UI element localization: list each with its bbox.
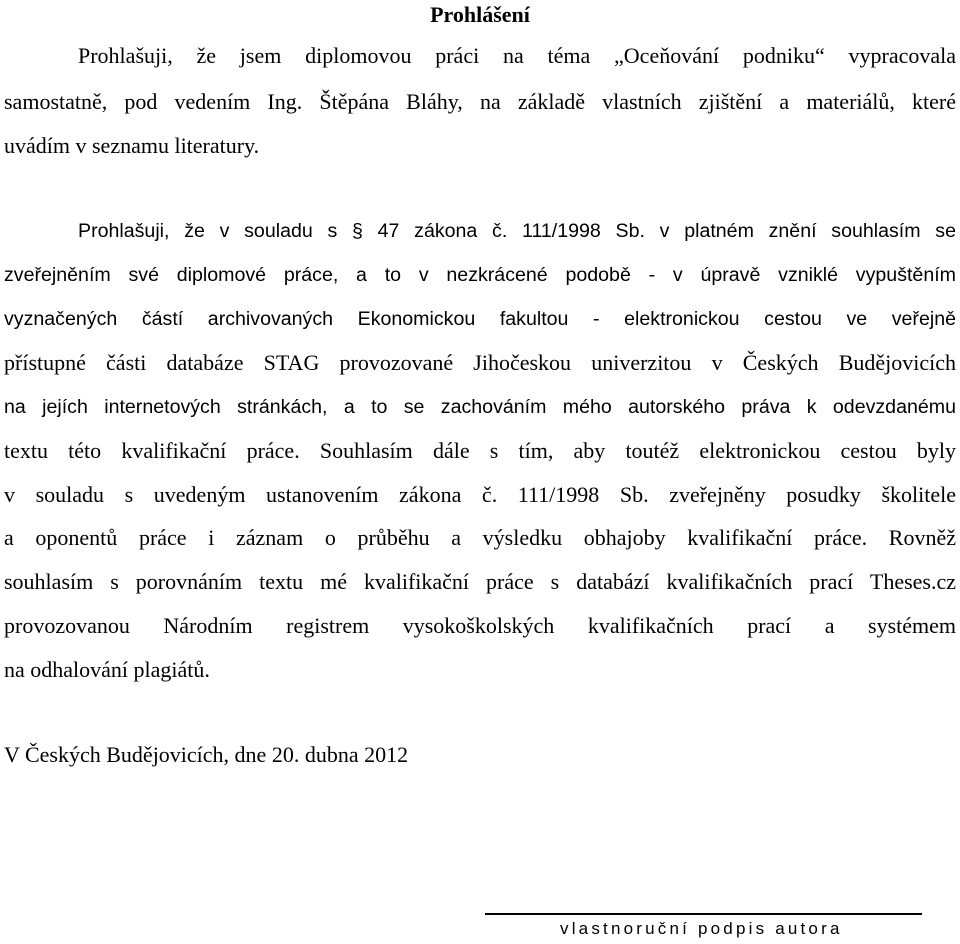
text-line: v souladu s uvedeným ustanovením zákona č. 111/1998 Sb. zveřejněny posudky školitele [4,482,956,507]
text-line: uvádím v seznamu literatury. [4,133,260,158]
signature-label: vlastnoruční podpis autora [560,919,843,938]
text-line: textu této kvalifikační práce. Souhlasím dále s tím, aby toutéž elektronickou cestou byly [4,438,956,463]
text-line: souhlasím s porovnáním textu mé kvalifikační práce s databází kvalifikačních prací Theses.cz [4,569,956,594]
text-line: a oponentů práce i záznam o průběhu a výsledku obhajoby kvalifikační práce. Rovněž [4,525,956,550]
text-line: přístupné části databáze STAG provozované Jihočeskou univerzitou v Českých Budějovicích [4,350,956,375]
text-line: vyznačených částí archivovaných Ekonomickou fakultou - elektronickou cestou ve veřejně [4,308,956,330]
text-line: Prohlašuji, že v souladu s § 47 zákona č. 111/1998 Sb. v platném znění souhlasím se [78,220,956,242]
text-line: na jejích internetových stránkách, a to se zachováním mého autorského práva k odevzdanému [4,396,956,418]
place-and-date: V Českých Budějovicích, dne 20. dubna 2012 [4,742,409,767]
text-line: provozovanou Národním registrem vysokoškolských kvalifikačních prací a systémem [4,613,956,638]
text-line: zveřejněním své diplomové práce, a to v nezkrácené podobě - v úpravě vzniklé vypuštěním [4,264,956,286]
text-line: na odhalování plagiátů. [4,657,210,682]
document-title: Prohlášení [430,2,530,27]
text-line: samostatně, pod vedením Ing. Štěpána Bláhy, na základě vlastních zjištění a materiálů, které [4,89,956,114]
text-line: Prohlašuji, že jsem diplomovou práci na téma „Oceňování podniku“ vypracovala [78,43,956,68]
signature-line [485,913,922,915]
